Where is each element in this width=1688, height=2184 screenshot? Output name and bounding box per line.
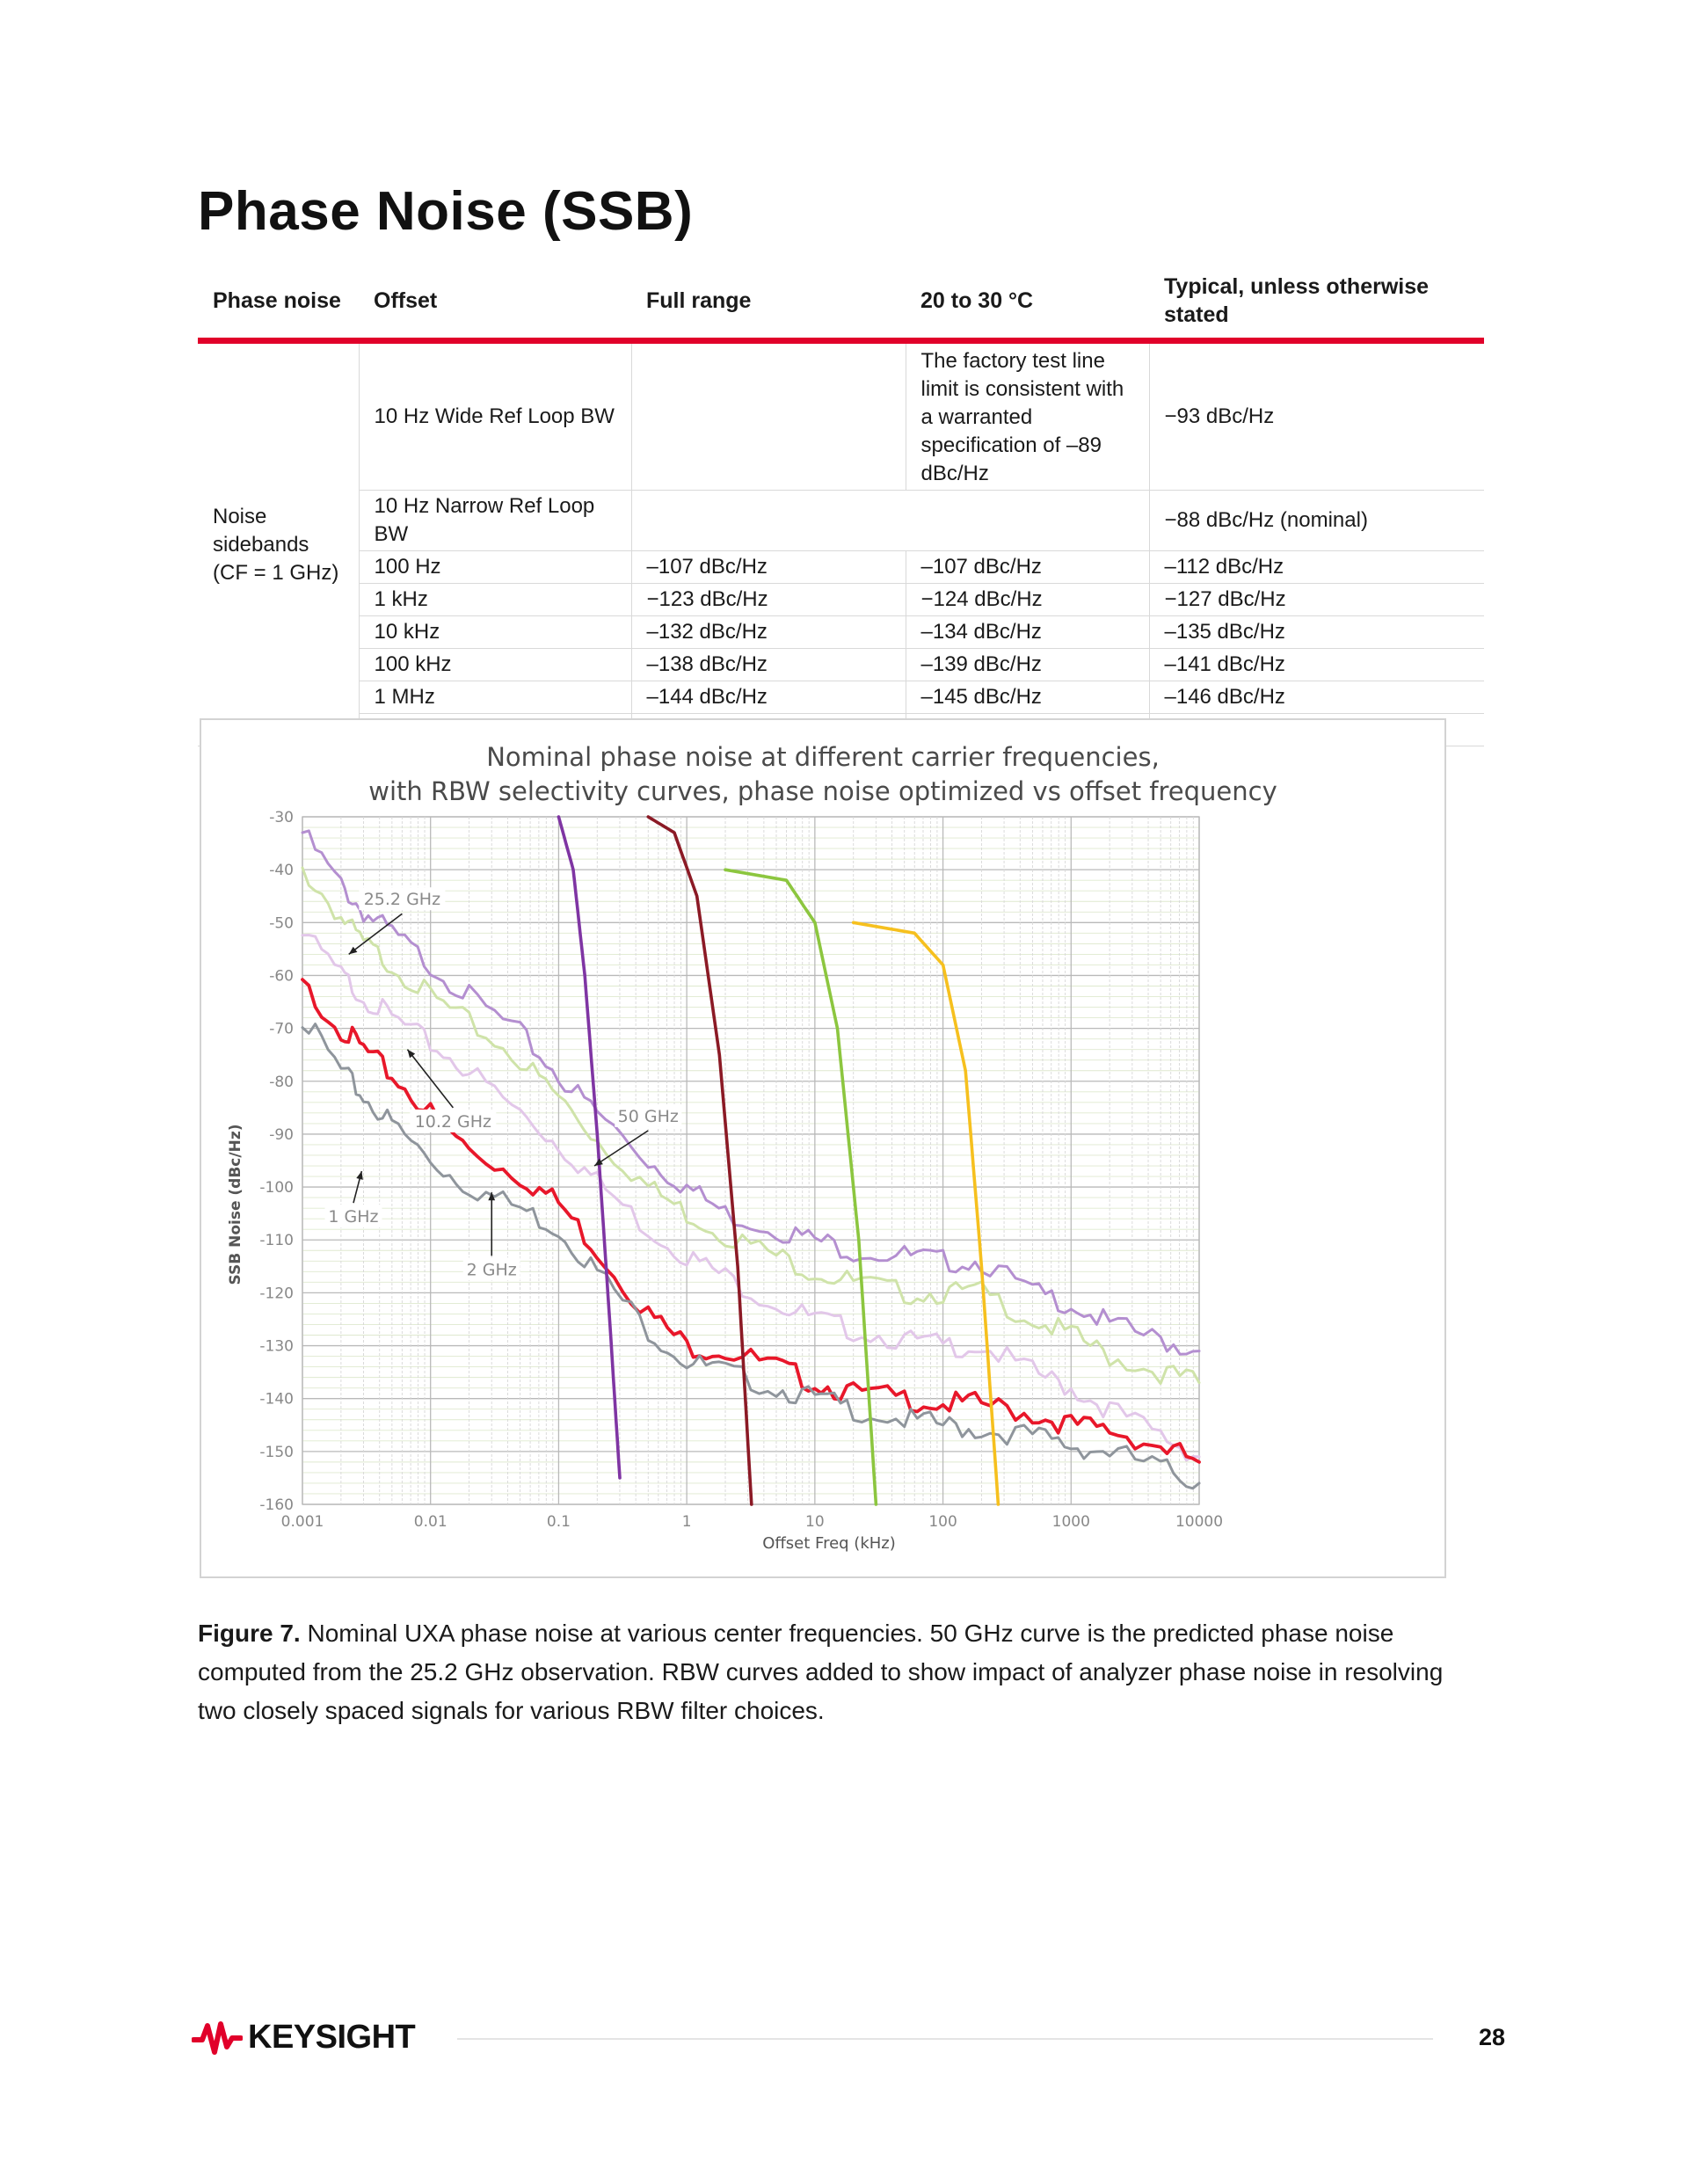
cell-empty: [631, 491, 1149, 551]
x-tick-label: 100: [928, 1513, 957, 1531]
cell-full-range: [631, 341, 906, 491]
y-tick-label: -100: [259, 1179, 294, 1198]
cell-temp-range: –107 dBc/Hz: [906, 551, 1149, 584]
caption-text: Nominal UXA phase noise at various center frequencies. 50 GHz curve is the predicted phase noise computed from the 25.2 GHz observation. RBW curves added to show impact of analyzer phase noise in resolving two closely spaced signals for various RBW filter choices.: [198, 1620, 1444, 1724]
cell-full-range: –144 dBc/Hz: [631, 681, 906, 714]
cell-offset: 10 Hz Wide Ref Loop BW: [359, 341, 631, 491]
y-tick-label: -30: [269, 809, 294, 826]
chart-y-axis-label: SSB Noise (dBc/Hz): [227, 1124, 244, 1285]
annotation-label: 1 GHz: [328, 1207, 379, 1227]
cell-typical: −88 dBc/Hz (nominal): [1149, 491, 1484, 551]
phase-noise-chart: [201, 720, 1444, 1576]
y-tick-label: -70: [269, 1020, 294, 1038]
table-row: [198, 681, 1484, 714]
brand-name: KEYSIGHT: [248, 2019, 416, 2056]
x-tick-label: 1: [681, 1513, 692, 1531]
keysight-wave-icon: [192, 2019, 243, 2056]
x-tick-label: 1000: [1051, 1513, 1090, 1531]
cell-temp-range: –139 dBc/Hz: [906, 649, 1149, 681]
cell-full-range: −123 dBc/Hz: [631, 584, 906, 616]
cell-offset: 10 Hz Narrow Ref Loop BW: [359, 491, 631, 551]
cell-typical: –146 dBc/Hz: [1149, 681, 1484, 714]
footer-divider: [457, 2038, 1433, 2040]
table-row: [198, 491, 1484, 551]
y-tick-label: -140: [259, 1390, 294, 1409]
chart-title: Nominal phase noise at different carrier frequencies,: [486, 742, 1160, 772]
phase-noise-table: [198, 264, 1484, 746]
y-tick-label: -40: [269, 862, 294, 880]
y-tick-label: -160: [259, 1496, 294, 1514]
y-tick-label: -80: [269, 1073, 294, 1091]
y-tick-label: -120: [259, 1285, 294, 1303]
table-row: [198, 616, 1484, 649]
page-number: 28: [1479, 2024, 1506, 2050]
keysight-logo: [192, 2015, 429, 2059]
cell-typical: –141 dBc/Hz: [1149, 649, 1484, 681]
header-20-30c: 20 to 30 °C: [906, 264, 1149, 341]
table-row: [198, 551, 1484, 584]
y-tick-label: -150: [259, 1443, 294, 1461]
page-title: Phase Noise (SSB): [198, 181, 694, 242]
y-tick-label: -50: [269, 914, 294, 933]
x-tick-label: 10: [805, 1513, 825, 1531]
header-typical: Typical, unless otherwise stated: [1149, 264, 1484, 341]
chart-subtitle: with RBW selectivity curves, phase noise optimized vs offset frequency: [368, 776, 1277, 806]
cell-typical: −93 dBc/Hz: [1149, 341, 1484, 491]
cell-full-range: –132 dBc/Hz: [631, 616, 906, 649]
y-tick-label: -110: [259, 1232, 294, 1250]
figure-7-chart: [200, 718, 1446, 1578]
figure-caption: [198, 1614, 1473, 1730]
cell-typical: –135 dBc/Hz: [1149, 616, 1484, 649]
annotation-label: 25.2 GHz: [363, 890, 441, 910]
cell-offset: 10 kHz: [359, 616, 631, 649]
cell-offset: 1 MHz: [359, 681, 631, 714]
table-header-row: [198, 264, 1484, 341]
x-tick-label: 0.001: [280, 1513, 324, 1531]
cell-offset: 100 Hz: [359, 551, 631, 584]
cell-full-range: –138 dBc/Hz: [631, 649, 906, 681]
x-tick-label: 0.1: [546, 1513, 571, 1531]
x-tick-label: 10000: [1175, 1513, 1224, 1531]
header-offset: Offset: [359, 264, 631, 341]
x-tick-label: 0.01: [413, 1513, 447, 1531]
group-label: Noise sidebands (CF = 1 GHz): [198, 341, 359, 746]
cell-temp-range: The factory test line limit is consistent with a warranted specification of –89 dBc/Hz: [906, 341, 1149, 491]
annotation-label: 2 GHz: [466, 1260, 517, 1280]
table-row: [198, 649, 1484, 681]
cell-temp-range: –134 dBc/Hz: [906, 616, 1149, 649]
y-tick-label: -90: [269, 1125, 294, 1144]
chart-x-axis-label: Offset Freq (kHz): [762, 1534, 896, 1553]
annotation-label: 10.2 GHz: [414, 1111, 492, 1132]
caption-label: Figure 7.: [198, 1620, 301, 1647]
plot-area: [302, 817, 1199, 1504]
cell-typical: –112 dBc/Hz: [1149, 551, 1484, 584]
header-phase-noise: Phase noise: [198, 264, 359, 341]
cell-offset: 1 kHz: [359, 584, 631, 616]
cell-typical: −127 dBc/Hz: [1149, 584, 1484, 616]
table-row: [198, 341, 1484, 491]
cell-temp-range: −124 dBc/Hz: [906, 584, 1149, 616]
y-tick-label: -130: [259, 1337, 294, 1356]
cell-temp-range: –145 dBc/Hz: [906, 681, 1149, 714]
header-full-range: Full range: [631, 264, 906, 341]
y-tick-label: -60: [269, 967, 294, 986]
annotation-label: 50 GHz: [617, 1106, 679, 1126]
table-row: [198, 584, 1484, 616]
cell-full-range: –107 dBc/Hz: [631, 551, 906, 584]
cell-offset: 100 kHz: [359, 649, 631, 681]
